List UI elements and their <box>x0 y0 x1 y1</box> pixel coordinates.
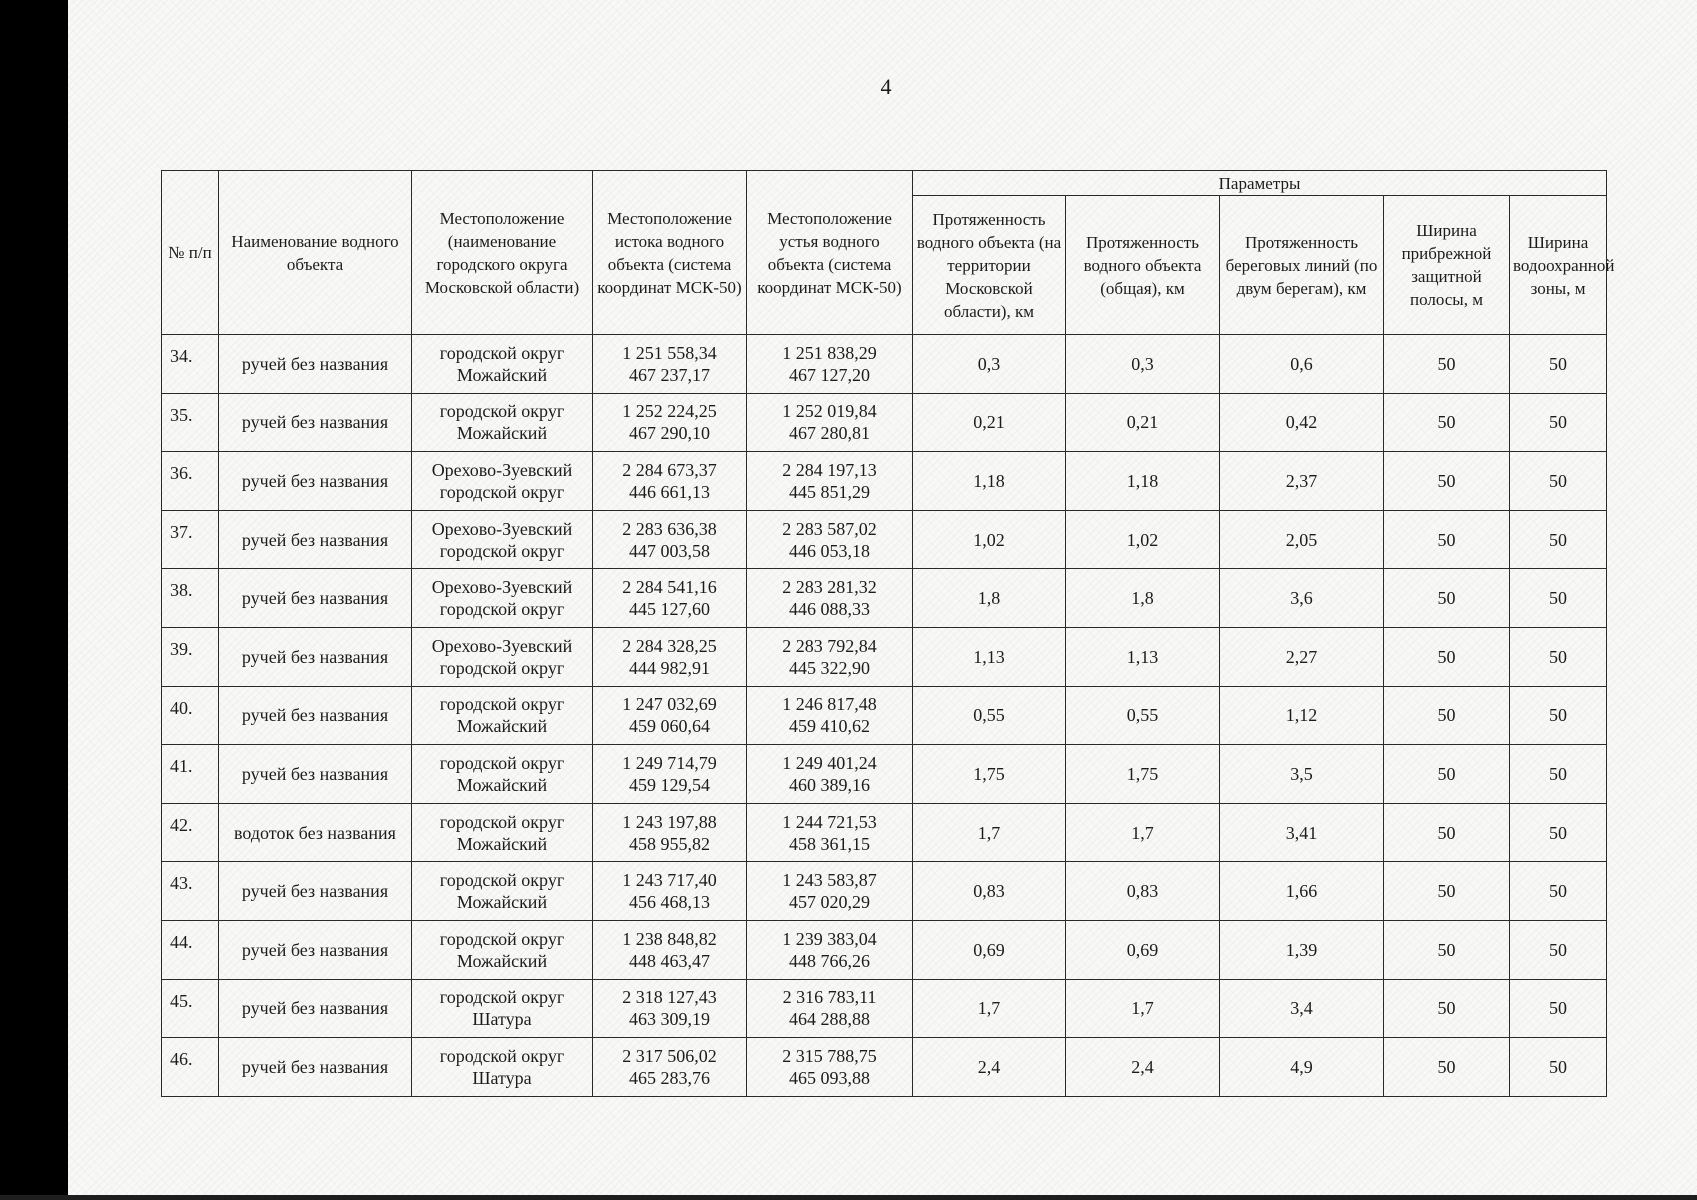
mouth-coord: 2 283 281,32 <box>782 577 877 598</box>
mouth-coords-cell <box>747 452 913 511</box>
mouth-coord: 1 249 401,24 <box>782 752 877 773</box>
length-region-value: 0,69 <box>913 920 1066 979</box>
scan-border-left <box>0 0 68 1200</box>
length-total-value: 2,4 <box>1066 1038 1220 1097</box>
location-line: Можайский <box>456 774 548 795</box>
location-line: Можайский <box>456 892 548 913</box>
location-line: Можайский <box>456 716 548 737</box>
length-total-value: 1,75 <box>1066 745 1220 804</box>
mouth-coords-cell <box>747 335 913 394</box>
source-coord: 2 283 636,38 <box>622 518 717 539</box>
mouth-coord: 467 127,20 <box>789 364 870 385</box>
source-coord: 445 127,60 <box>629 599 710 620</box>
source-coord: 446 661,13 <box>629 481 710 502</box>
row-number: 46. <box>162 1038 219 1097</box>
coastal-strip-value: 50 <box>1384 686 1510 745</box>
water-body-name: ручей без названия <box>219 1038 412 1097</box>
mouth-coord: 457 020,29 <box>789 892 870 913</box>
header-length-total: Протяженность водного объекта (общая), км <box>1066 196 1220 335</box>
mouth-coords-cell <box>747 510 913 569</box>
mouth-coords-cell <box>747 920 913 979</box>
table-row <box>162 979 1607 1038</box>
mouth-coord: 2 316 783,11 <box>782 987 877 1008</box>
mouth-coords-cell <box>747 627 913 686</box>
length-total-value: 1,18 <box>1066 452 1220 511</box>
source-coord: 465 283,76 <box>629 1067 710 1088</box>
table-header <box>162 171 1615 335</box>
mouth-coord: 2 284 197,13 <box>782 459 877 480</box>
mouth-coord: 1 251 838,29 <box>782 342 877 363</box>
length-region-value: 1,7 <box>913 803 1066 862</box>
source-coords-cell <box>593 1038 747 1097</box>
protection-zone-value: 50 <box>1510 569 1607 628</box>
row-number: 39. <box>162 627 219 686</box>
header-name: Наименование водного объекта <box>219 171 412 335</box>
water-body-name: ручей без названия <box>219 686 412 745</box>
location-line: городской округ <box>439 657 565 678</box>
source-coord: 447 003,58 <box>629 540 710 561</box>
mouth-coords-cell <box>747 1038 913 1097</box>
location-line: Можайский <box>456 364 548 385</box>
shore-length-value: 2,05 <box>1220 510 1384 569</box>
shore-length-value: 1,66 <box>1220 862 1384 921</box>
length-region-value: 0,55 <box>913 686 1066 745</box>
mouth-coords-cell <box>747 569 913 628</box>
source-coord: 458 955,82 <box>629 833 710 854</box>
source-coord: 2 284 328,25 <box>622 635 717 656</box>
length-total-value: 0,21 <box>1066 393 1220 452</box>
location-cell <box>412 569 593 628</box>
length-total-value: 0,83 <box>1066 862 1220 921</box>
length-total-value: 1,7 <box>1066 979 1220 1038</box>
protection-zone-value: 50 <box>1510 686 1607 745</box>
length-total-value: 1,02 <box>1066 510 1220 569</box>
mouth-coord: 465 093,88 <box>789 1067 870 1088</box>
water-body-name: ручей без названия <box>219 393 412 452</box>
mouth-coord: 446 088,33 <box>789 599 870 620</box>
shore-length-value: 4,9 <box>1220 1038 1384 1097</box>
water-body-name: ручей без названия <box>219 627 412 686</box>
mouth-coords-cell <box>747 803 913 862</box>
header-protection-zone: Ширина водоохранной зоны, м <box>1510 196 1607 335</box>
length-region-value: 1,8 <box>913 569 1066 628</box>
header-params: Параметры <box>913 171 1607 196</box>
location-cell <box>412 745 593 804</box>
source-coord: 2 318 127,43 <box>622 987 717 1008</box>
mouth-coord: 460 389,16 <box>789 774 870 795</box>
mouth-coord: 1 244 721,53 <box>782 811 877 832</box>
source-coord: 1 252 224,25 <box>622 401 717 422</box>
mouth-coords-cell <box>747 979 913 1038</box>
coastal-strip-value: 50 <box>1384 627 1510 686</box>
source-coord: 2 284 673,37 <box>622 459 717 480</box>
length-total-value: 0,3 <box>1066 335 1220 394</box>
location-line: Орехово-Зуевский <box>431 577 573 598</box>
water-body-name: ручей без названия <box>219 510 412 569</box>
row-number: 34. <box>162 335 219 394</box>
location-line: Можайский <box>456 833 548 854</box>
water-body-name: ручей без названия <box>219 745 412 804</box>
mouth-coords-cell <box>747 686 913 745</box>
length-region-value: 1,75 <box>913 745 1066 804</box>
coastal-strip-value: 50 <box>1384 862 1510 921</box>
source-coord: 467 290,10 <box>629 423 710 444</box>
protection-zone-value: 50 <box>1510 335 1607 394</box>
location-cell <box>412 862 593 921</box>
source-coord: 448 463,47 <box>629 950 710 971</box>
location-line: Шатура <box>472 1067 532 1088</box>
water-body-name: ручей без названия <box>219 862 412 921</box>
coastal-strip-value: 50 <box>1384 803 1510 862</box>
source-coords-cell <box>593 803 747 862</box>
length-total-value: 1,8 <box>1066 569 1220 628</box>
source-coord: 2 317 506,02 <box>622 1045 717 1066</box>
mouth-coord: 445 322,90 <box>789 657 870 678</box>
protection-zone-value: 50 <box>1510 1038 1607 1097</box>
row-number: 40. <box>162 686 219 745</box>
location-line: Можайский <box>456 950 548 971</box>
source-coords-cell <box>593 510 747 569</box>
location-cell <box>412 393 593 452</box>
source-coord: 1 247 032,69 <box>622 694 717 715</box>
mouth-coords-cell <box>747 745 913 804</box>
row-number: 37. <box>162 510 219 569</box>
location-cell <box>412 686 593 745</box>
protection-zone-value: 50 <box>1510 920 1607 979</box>
length-region-value: 2,4 <box>913 1038 1066 1097</box>
row-number: 36. <box>162 452 219 511</box>
location-line: городской округ <box>439 987 565 1008</box>
mouth-coord: 445 851,29 <box>789 481 870 502</box>
mouth-coord: 458 361,15 <box>789 833 870 854</box>
source-coords-cell <box>593 686 747 745</box>
water-body-name: ручей без названия <box>219 335 412 394</box>
coastal-strip-value: 50 <box>1384 335 1510 394</box>
water-body-name: ручей без названия <box>219 452 412 511</box>
source-coords-cell <box>593 335 747 394</box>
source-coords-cell <box>593 569 747 628</box>
table-row <box>162 335 1607 394</box>
source-coords-cell <box>593 452 747 511</box>
source-coords-cell <box>593 979 747 1038</box>
mouth-coord: 1 252 019,84 <box>782 401 877 422</box>
coastal-strip-value: 50 <box>1384 510 1510 569</box>
length-total-value: 0,69 <box>1066 920 1220 979</box>
protection-zone-value: 50 <box>1510 510 1607 569</box>
source-coord: 459 060,64 <box>629 716 710 737</box>
mouth-coord: 464 288,88 <box>789 1009 870 1030</box>
location-line: городской округ <box>439 752 565 773</box>
page-number: 4 <box>880 74 892 99</box>
coastal-strip-value: 50 <box>1384 393 1510 452</box>
header-coastal-strip: Ширина прибрежной защитной полосы, м <box>1384 196 1510 335</box>
header-mouth: Местоположение устья водного объекта (система координат МСК-50) <box>747 171 913 335</box>
row-number: 43. <box>162 862 219 921</box>
location-cell <box>412 335 593 394</box>
row-number: 42. <box>162 803 219 862</box>
table-row <box>162 686 1607 745</box>
location-line: городской округ <box>439 401 565 422</box>
source-coords-cell <box>593 920 747 979</box>
water-body-name: водоток без названия <box>219 803 412 862</box>
length-total-value: 1,7 <box>1066 803 1220 862</box>
location-line: Орехово-Зуевский <box>431 635 573 656</box>
shore-length-value: 3,4 <box>1220 979 1384 1038</box>
location-cell <box>412 1038 593 1097</box>
length-region-value: 1,7 <box>913 979 1066 1038</box>
table-row <box>162 920 1607 979</box>
protection-zone-value: 50 <box>1510 393 1607 452</box>
location-line: городской округ <box>439 1045 565 1066</box>
location-cell <box>412 452 593 511</box>
shore-length-value: 3,6 <box>1220 569 1384 628</box>
location-line: городской округ <box>439 540 565 561</box>
table-row <box>162 1038 1607 1097</box>
table-row <box>162 862 1607 921</box>
shore-length-value: 2,27 <box>1220 627 1384 686</box>
row-number: 41. <box>162 745 219 804</box>
table-row <box>162 803 1607 862</box>
source-coord: 1 251 558,34 <box>622 342 717 363</box>
water-bodies-table <box>161 170 1615 1097</box>
protection-zone-value: 50 <box>1510 627 1607 686</box>
water-body-name: ручей без названия <box>219 979 412 1038</box>
length-region-value: 1,18 <box>913 452 1066 511</box>
mouth-coord: 446 053,18 <box>789 540 870 561</box>
shore-length-value: 1,39 <box>1220 920 1384 979</box>
source-coord: 1 249 714,79 <box>622 752 717 773</box>
mouth-coord: 1 239 383,04 <box>782 928 877 949</box>
length-total-value: 0,55 <box>1066 686 1220 745</box>
mouth-coords-cell <box>747 393 913 452</box>
header-source: Местоположение истока водного объекта (система координат МСК-50) <box>593 171 747 335</box>
length-region-value: 0,3 <box>913 335 1066 394</box>
water-body-name: ручей без названия <box>219 920 412 979</box>
mouth-coord: 448 766,26 <box>789 950 870 971</box>
length-region-value: 0,83 <box>913 862 1066 921</box>
source-coord: 459 129,54 <box>629 774 710 795</box>
mouth-coords-cell <box>747 862 913 921</box>
location-line: городской округ <box>439 599 565 620</box>
source-coord: 444 982,91 <box>629 657 710 678</box>
header-num: № п/п <box>162 171 219 335</box>
mouth-coord: 2 315 788,75 <box>782 1045 877 1066</box>
location-cell <box>412 510 593 569</box>
location-line: городской округ <box>439 811 565 832</box>
location-line: Орехово-Зуевский <box>431 459 573 480</box>
table-row <box>162 569 1607 628</box>
location-line: городской округ <box>439 481 565 502</box>
protection-zone-value: 50 <box>1510 862 1607 921</box>
location-line: городской округ <box>439 342 565 363</box>
header-location: Местоположение (наименование городского округа Московской области) <box>412 171 593 335</box>
shore-length-value: 0,6 <box>1220 335 1384 394</box>
coastal-strip-value: 50 <box>1384 745 1510 804</box>
coastal-strip-value: 50 <box>1384 979 1510 1038</box>
header-shore-length: Протяженность береговых линий (по двум берегам), км <box>1220 196 1384 335</box>
shore-length-value: 2,37 <box>1220 452 1384 511</box>
location-line: Шатура <box>472 1009 532 1030</box>
mouth-coord: 459 410,62 <box>789 716 870 737</box>
scan-border-bottom <box>0 1195 1697 1200</box>
coastal-strip-value: 50 <box>1384 1038 1510 1097</box>
source-coord: 467 237,17 <box>629 364 710 385</box>
coastal-strip-value: 50 <box>1384 569 1510 628</box>
table-body <box>162 335 1607 1097</box>
mouth-coord: 2 283 587,02 <box>782 518 877 539</box>
protection-zone-value: 50 <box>1510 745 1607 804</box>
row-number: 35. <box>162 393 219 452</box>
location-cell <box>412 920 593 979</box>
shore-length-value: 3,41 <box>1220 803 1384 862</box>
coastal-strip-value: 50 <box>1384 920 1510 979</box>
location-line: городской округ <box>439 870 565 891</box>
location-line: городской округ <box>439 928 565 949</box>
header-length-region: Протяженность водного объекта (на территории Московской области), км <box>913 196 1066 335</box>
source-coords-cell <box>593 393 747 452</box>
location-line: Орехово-Зуевский <box>431 518 573 539</box>
protection-zone-value: 50 <box>1510 803 1607 862</box>
mouth-coord: 2 283 792,84 <box>782 635 877 656</box>
table-row <box>162 510 1607 569</box>
table-row <box>162 627 1607 686</box>
location-cell <box>412 979 593 1038</box>
source-coord: 1 243 197,88 <box>622 811 717 832</box>
mouth-coord: 1 243 583,87 <box>782 870 877 891</box>
table-row <box>162 452 1607 511</box>
length-region-value: 1,13 <box>913 627 1066 686</box>
length-total-value: 1,13 <box>1066 627 1220 686</box>
shore-length-value: 1,12 <box>1220 686 1384 745</box>
source-coord: 463 309,19 <box>629 1009 710 1030</box>
source-coord: 456 468,13 <box>629 892 710 913</box>
row-number: 45. <box>162 979 219 1038</box>
mouth-coord: 1 246 817,48 <box>782 694 877 715</box>
mouth-coord: 467 280,81 <box>789 423 870 444</box>
row-number: 44. <box>162 920 219 979</box>
source-coords-cell <box>593 627 747 686</box>
location-line: Можайский <box>456 423 548 444</box>
protection-zone-value: 50 <box>1510 979 1607 1038</box>
coastal-strip-value: 50 <box>1384 452 1510 511</box>
shore-length-value: 0,42 <box>1220 393 1384 452</box>
source-coords-cell <box>593 745 747 804</box>
source-coords-cell <box>593 862 747 921</box>
water-body-name: ручей без названия <box>219 569 412 628</box>
protection-zone-value: 50 <box>1510 452 1607 511</box>
table-row <box>162 393 1607 452</box>
length-region-value: 1,02 <box>913 510 1066 569</box>
source-coord: 1 243 717,40 <box>622 870 717 891</box>
length-region-value: 0,21 <box>913 393 1066 452</box>
location-cell <box>412 627 593 686</box>
location-line: городской округ <box>439 694 565 715</box>
location-cell <box>412 803 593 862</box>
source-coord: 2 284 541,16 <box>622 577 717 598</box>
shore-length-value: 3,5 <box>1220 745 1384 804</box>
row-number: 38. <box>162 569 219 628</box>
table-row <box>162 745 1607 804</box>
source-coord: 1 238 848,82 <box>622 928 717 949</box>
